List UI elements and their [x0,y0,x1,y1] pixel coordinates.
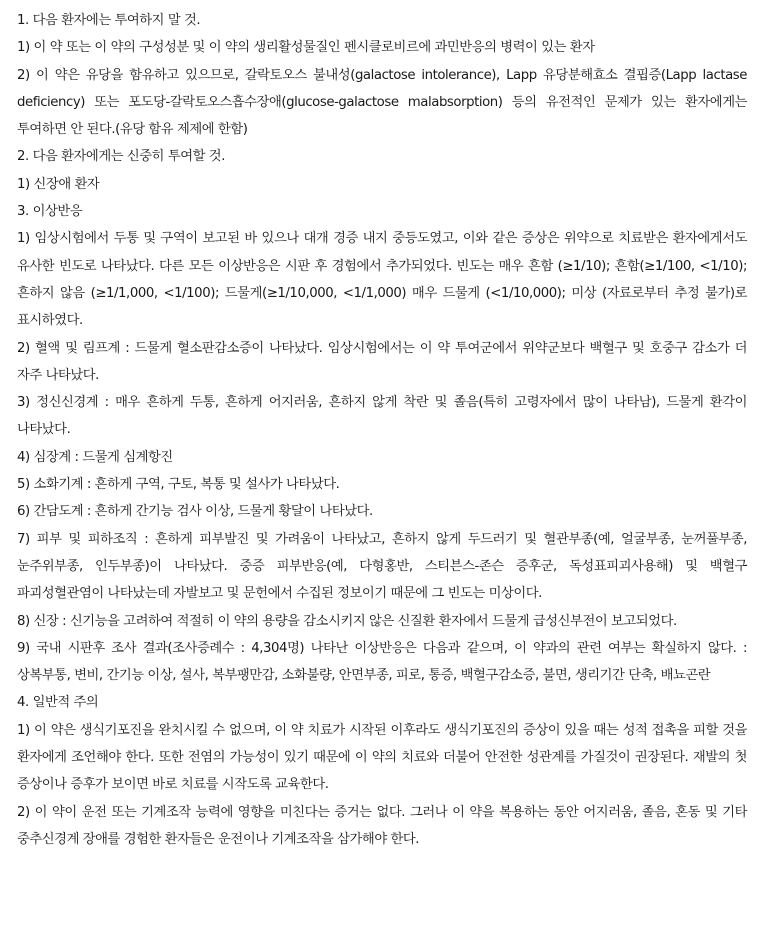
paragraph-item: 8) 신장 : 신기능을 고려하여 적절히 이 약의 용량을 감소시키지 않은 신질환 환자에서 드물게 급성신부전이 보고되었다. [17,613,677,629]
paragraph-item: 1) 임상시험에서 두통 및 구역이 보고된 바 있으나 대개 경증 내지 중등도였고, 이와 같은 증상은 위약으로 치료받은 환자에게서도 유사한 빈도로 나타났다. 다른 모든 이상반응은 시판 후 경험에서 추가되었다. 빈도는 매우 흔함 (≥1/10); 흔함(≥1/100, <1/10); 흔하지 않음 (≥1/1,000, <1/100); 드물게(≥1/10,000, <1/1,000) 매우 드물게 (<1/10,000); 미상 (자료로부터 추정 불가)로 표시하였다. [17,231,747,329]
paragraph-item: 4) 심장계 : 드물게 심계항진 [17,449,173,465]
paragraph-item: 1) 이 약은 생식기포진을 완치시킬 수 없으며, 이 약 치료가 시작된 이후라도 생식기포진의 증상이 있을 때는 성적 접촉을 피할 것을 환자에게 조언해야 한다. 또한 전염의 가능성이 있기 때문에 이 약의 치료와 더불어 안전한 성관계를 가질것이 권장된다. 재발의 첫 증상이나 증후가 보이면 바로 치료를 시작도록 교육한다. [17,722,747,793]
paragraph-item: 6) 간담도계 : 흔하게 간기능 검사 이상, 드물게 황달이 나타났다. [17,504,373,520]
paragraph-item: 9) 국내 시판후 조사 결과(조사증례수 : 4,304명) 나타난 이상반응은 다음과 같으며, 이 약과의 관련 여부는 확실하지 않다. : 상복부통, 변비, 간기능 이상, 설사, 복부팽만감, 소화불량, 안면부종, 피로, 통증, 백혈구감소증, 불면, 생리기간 단축, 배뇨곤란 [17,640,747,684]
paragraph-item: 5) 소화기계 : 흔하게 구역, 구토, 복통 및 설사가 나타났다. [17,477,340,493]
section-heading-general-precautions: 4. 일반적 주의 [17,695,99,711]
paragraph-item: 1) 신장애 환자 [17,176,100,192]
paragraph-item: 3) 정신신경계 : 매우 흔하게 두통, 흔하게 어지러움, 흔하지 않게 착란 및 졸음(특히 고령자에서 많이 나타남), 드물게 환각이 나타났다. [17,395,747,438]
section-heading-caution: 2. 다음 환자에게는 신중히 투여할 것. [17,149,225,165]
paragraph-item: 1) 이 약 또는 이 약의 구성성분 및 이 약의 생리활성물질인 펜시클로비르에 과민반응의 병력이 있는 환자 [17,40,595,56]
section-heading-adverse-reactions: 3. 이상반응 [17,204,83,220]
paragraph-item: 2) 이 약은 유당을 함유하고 있으므로, 갈락토오스 불내성(galactose intolerance), Lapp 유당분해효소 결핍증(Lapp lactase deficiency) 또는 포도당-갈락토오스흡수장애(glucose-galactose malabsorption) 등의 유전적인 문제가 있는 환자에게는 투여하면 안 된다.(유당 함유 제제에 한함) [17,67,747,138]
paragraph-item: 7) 피부 및 피하조직 : 흔하게 피부발진 및 가려움이 나타났고, 흔하지 않게 두드러기 및 혈관부종(예, 얼굴부종, 눈꺼풀부종, 눈주위부종, 인두부종)이 나타났다. 중증 피부반응(예, 다형홍반, 스티븐스-존슨 증후군, 독성표피괴사용해) 및 백혈구 파괴성혈관염이 나타났는데 자발보고 및 문헌에서 수집된 정보이기 때문에 그 빈도는 미상이다. [17,531,747,602]
paragraph-item: 2) 혈액 및 림프계 : 드물게 혈소판감소증이 나타났다. 임상시험에서는 이 약 투여군에서 위약군보다 백혈구 및 호중구 감소가 더 자주 나타났다. [17,340,747,383]
section-heading-contraindications: 1. 다음 환자에는 투여하지 말 것. [17,13,201,28]
paragraph-item: 2) 이 약이 운전 또는 기계조작 능력에 영향을 미친다는 증거는 없다. 그러나 이 약을 복용하는 동안 어지러움, 졸음, 혼동 및 기타 중추신경계 장애를 경험한 환자들은 운전이나 기계조작을 삼가해야 한다. [17,804,747,847]
